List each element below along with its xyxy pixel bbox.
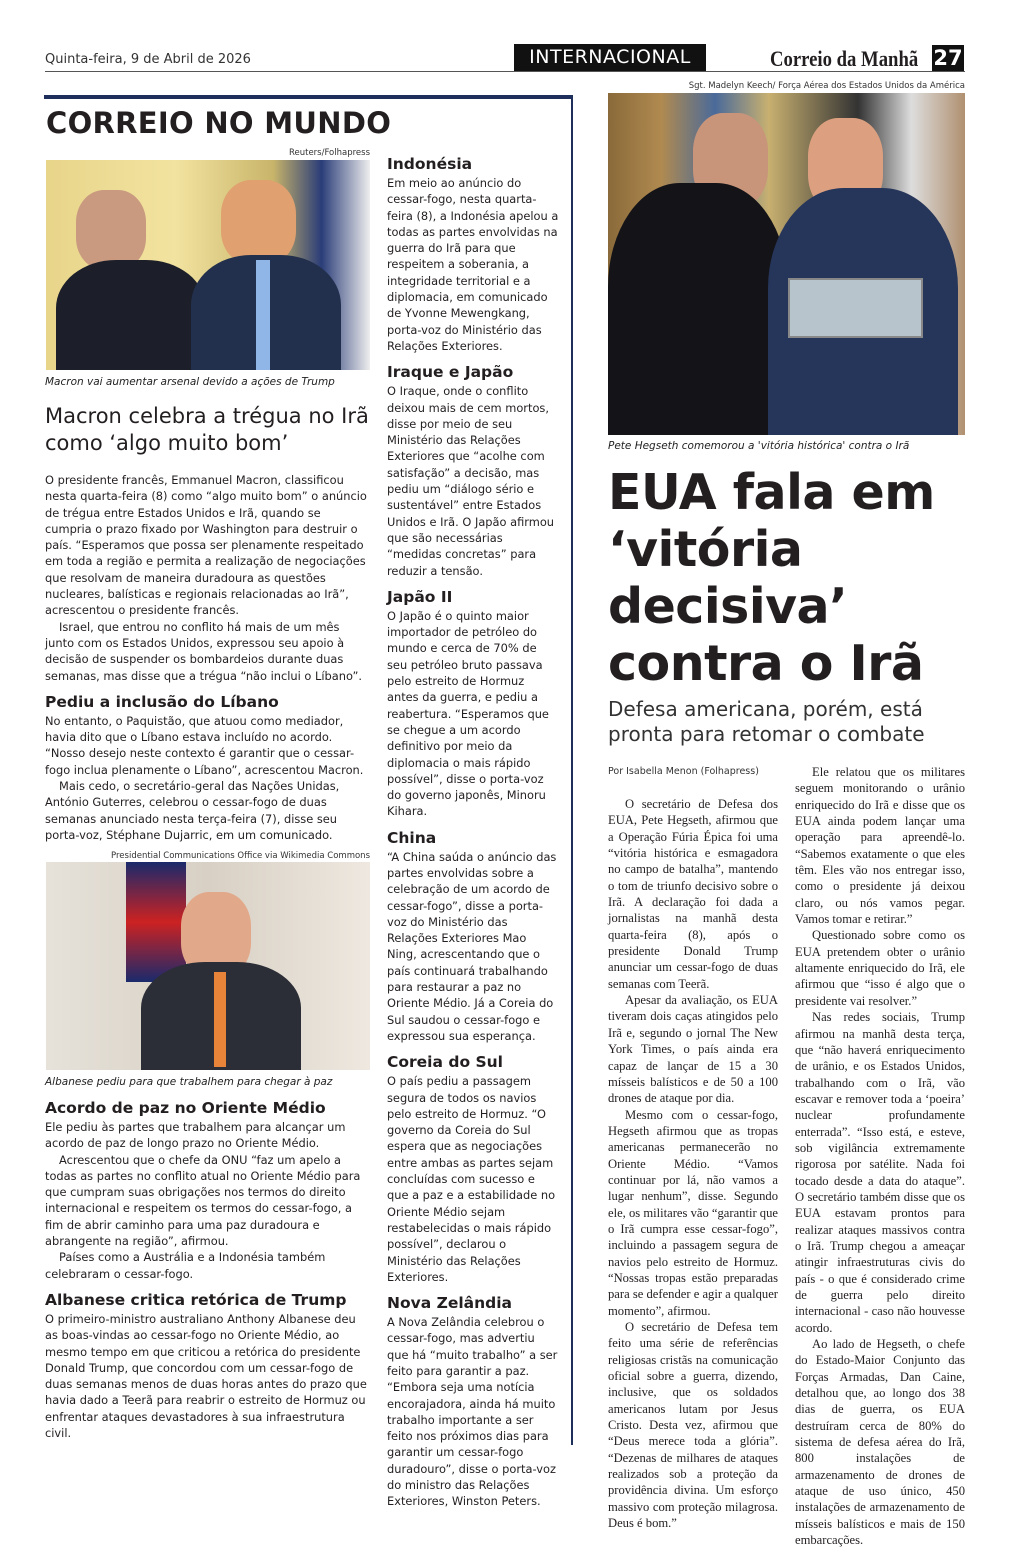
brief-title: Nova Zelândia	[387, 1294, 513, 1313]
paragraph: O presidente francês, Emmanuel Macron, classificou nesta quarta-feira (8) como “algo muito bom” o anúncio de trégua entre Estados Unidos e Irã, quando se cumpria o prazo fixado por Washington para destruir o país. “Esperamos que possa ser plenamente respeitado em toda a região e permita a realização de negociações que resolvam de maneira duradoura as questões nucleares, balísticas e regionais relacionadas ao Irã”, acrescentou o presidente francês.	[45, 473, 367, 618]
paragraph: Israel, que entrou no conflito há mais de um mês junto com os Estados Unidos, expressou seu apoio à decisão de suspender os bombardeios durante duas semanas, mas disse que a trégua “não inclui o Líbano”.	[45, 619, 363, 683]
photo-caption: Albanese pediu para que trabalhem para chegar à paz	[45, 1076, 333, 1088]
main-subtitle: Defesa americana, porém, está pronta para retomar o combate	[608, 697, 925, 746]
paragraph: Nas redes sociais, Trump afirmou na manhã desta terça, que “não haverá enriquecimento de urânio, e os Estados Unidos, trabalhando com o Irã, vão escavar e remover toda a ‘poeira’ nuclear profundamente enterrada”. “Isso está, e esteve, sob vigilância extremamente rigorosa por satélite. Nada foi tocado desde a data do ataque”. O secretário também disse que os EUA estavam prontos para realizar ataques massivos contra o Irã. Trump chegou a ameaçar atingir infraestruturas civis do país - o que é considerado crime de guerra pelo direito internacional - caso não houvesse acordo.	[795, 1010, 965, 1335]
photo-macron-trump	[46, 160, 370, 370]
photo-hegseth	[608, 93, 965, 435]
paragraph: Mais cedo, o secretário-geral das Nações Unidas, António Guterres, celebrou o cessar-fogo de duas semanas anunciado nesta terça-feira (7), disse seu porta-voz, Stéphane Dujarric, em um comunicado.	[45, 779, 340, 842]
paragraph: Ele relatou que os militares seguem monitorando o urânio enriquecido do Irã e disse que os EUA ainda podem lançar uma operação para apreendê-lo. “Sabemos exatamente o que eles têm. Eles vão nos entregar isso, como o presidente já deixou claro, ou nós vamos pegar. Vamos tomar e retirar.”	[795, 765, 965, 927]
main-article-col2	[795, 764, 965, 1549]
paragraph: O secretário de Defesa dos EUA, Pete Hegseth, afirmou que a Operação Fúria Épica foi uma “vitória histórica e esmagadora no campo de batalha”, mantendo o tom de triunfo decisivo sobre o Irã. A declaração foi dada a jornalistas na manhã desta quarta-feira (8), após o presidente Donald Trump anunciar um cessar-fogo de duas semanas com Teerã.	[608, 797, 778, 991]
issue-date: Quinta-feira, 9 de Abril de 2026	[45, 52, 251, 67]
paragraph: Países como a Austrália e a Indonésia também celebraram o cessar-fogo.	[45, 1250, 326, 1281]
photo-credit: Presidential Communications Office via Wikimedia Commons	[111, 851, 370, 862]
world-briefs	[387, 154, 559, 1510]
paragraph: Ao lado de Hegseth, o chefe do Estado-Maior Conjunto das Forças Armadas, Dan Caine, detalhou que, ao longo dos 38 dias de guerra, os EUA destruíram cerca de 80% do sistema de defesa aérea do Irã, 800 instalações de armazenamento de drones de ataque de uso único, 450 instalações de armazenamento de mísseis balísticos e mais de 150 embarcações.	[795, 1337, 965, 1548]
article-title: Macron celebra a trégua no Irã como ‘algo muito bom’	[45, 404, 369, 455]
subheading: Acordo de paz no Oriente Médio	[45, 1099, 326, 1117]
photo-credit: Reuters/Folhapress	[288, 148, 370, 158]
brief-text: O Japão é o quinto maior importador de petróleo do mundo e cerca de 70% de seu petróleo bruto passava pelo estreito de Hormuz antes da guerra, e pediu a reabertura. “Esperamos que se chegue a um acordo definitivo por meio da diplomacia o mais rápido possível”, disse o porta-voz do governo japonês, Minoru Kihara.	[387, 608, 549, 819]
macron-article	[45, 472, 370, 865]
brief-title: Indonésia	[387, 155, 473, 173]
paragraph: Ele pediu às partes que trabalhem para alcançar um acordo de paz de longo prazo no Oriente Médio.	[45, 1120, 346, 1151]
subheading: Pediu a inclusão do Líbano	[45, 692, 279, 711]
newspaper-logo: Correio da Manhã	[770, 46, 919, 71]
photo-caption: Macron vai aumentar arsenal devido a ações de Trump	[45, 376, 335, 388]
photo-caption: Pete Hegseth comemorou a 'vitória histórica' contra o Irã	[608, 440, 910, 452]
brief-title: Coreia do Sul	[387, 1053, 504, 1072]
brief-text: O país pediu a passagem segura de todos os navios pelo estreito de Hormuz. “O governo da Coreia do Sul espera que as negociações entre ambas as partes sejam concluídas com sucesso e que a paz e a estabilidade no Oriente Médio sejam restabelecidas o mais rápido possível”, declarou o Ministério das Relações Exteriores.	[387, 1074, 556, 1284]
brief-text: Em meio ao anúncio do cessar-fogo, nesta quarta-feira (8), a Indonésia apelou a todas as partes envolvidas na guerra do Irã para que respeitem a soberania, a integridade territorial e a diplomacia, em comunicado de Yvonne Mewengkang, porta-voz do Ministério das Relações Exteriores.	[387, 176, 559, 353]
photo-credit: Sgt. Madelyn Keech/ Força Aérea dos Estados Unidos da América	[688, 81, 965, 91]
box-title: CORREIO NO MUNDO	[46, 106, 392, 140]
paragraph: Questionado sobre como os EUA pretendem obter o urânio altamente enriquecido do Irã, ele afirmou que “isso é algo que o presidente vai resolver.”	[795, 928, 965, 1008]
main-article-col1	[608, 796, 778, 1531]
photo-albanese	[46, 862, 370, 1070]
page-number: 27	[933, 46, 963, 70]
brief-text: “A China saúda o anúncio das partes envolvidas sobre a celebração de um acordo de cessar-fogo”, disse a porta-voz do Ministério das Relações Exteriores Mao Ning, acrescentando que o país continuará trabalhando para restaurar a paz no Oriente Médio. Já a Coreia do Sul saudou o cessar-fogo e expressou sua esperança.	[387, 849, 557, 1043]
paragraph: O secretário de Defesa tem feito uma série de referências religiosas cristãs na comunicação oficial sobre a guerra, dizendo, inclusive, que os soldados americanos lutam por Jesus Cristo. Desta vez, afirmou que “Deus merece toda a glória”. “Dezenas de milhares de ataques realizados sob a proteção da providência divina. Um esforço massivo com proteção milagrosa. Deus é bom.”	[608, 1320, 778, 1531]
brief-text: A Nova Zelândia celebrou o cessar-fogo, mas advertiu que há “muito trabalho” a ser feito para garantir a paz. “Embora seja uma notícia encorajadora, ainda há muito trabalho importante a ser feito nos próximos dias para garantir um cessar-fogo duradouro”, disse o porta-voz do ministro das Relações Exteriores, Winston Peters.	[387, 1315, 558, 1509]
brief-title: Iraque e Japão	[387, 363, 514, 382]
subheading: Albanese critica retórica de Trump	[45, 1290, 347, 1309]
paragraph: No entanto, o Paquistão, que atuou como mediador, havia dito que o Líbano estava incluído no acordo. “Nosso desejo neste contexto é garantir que o cessar-fogo inclua plenamente o Líbano”, acrescentou Macron.	[45, 713, 364, 777]
brief-title: Japão II	[387, 587, 453, 606]
byline: Por Isabella Menon (Folhapress)	[608, 766, 759, 777]
brief-title: China	[387, 828, 437, 847]
paragraph: Mesmo com o cessar-fogo, Hegseth afirmou que as tropas americanas permanecerão no Oriente Médio. “Vamos continuar por lá, não vamos a lugar nenhum”, disse. Segundo ele, os militares vão “garantir que o Irã cumpra esse cessar-fogo”, incluindo a passagem segura de navios pelo estreito de Hormuz. “Nossas tropas estão preparadas para se defender e agir a qualquer momento”, afirmou.	[608, 1107, 778, 1318]
section-label: INTERNACIONAL	[514, 44, 706, 71]
header-rule	[45, 71, 965, 72]
albanese-article	[45, 1098, 370, 1441]
brief-text: O Iraque, onde o conflito deixou mais de cem mortos, disse por meio de seu Ministério das Relações Exteriores que “acolhe com satisfação” a decisão, mas pediu um “diálogo sério e sustentável” entre Estados Unidos e Irã. O Japão afirmou que são necessárias “medidas concretas” para reduzir a tensão.	[387, 384, 555, 578]
paragraph: O primeiro-ministro australiano Anthony Albanese deu as boas-vindas ao cessar-fogo no Oriente Médio, ao mesmo tempo em que criticou a retórica do presidente Donald Trump, que concordou com um cessar-fogo de duas semanas menos de duas horas antes do prazo que havia dado a Teerã para reabrir o estreito de Hormuz ou enfrentar ataques devastadores à sua infraestrutura civil.	[45, 1311, 367, 1441]
main-headline: EUA fala em ‘vitória decisiva’ contra o Irã	[608, 464, 935, 692]
paragraph: Apesar da avaliação, os EUA tiveram dois caças atingidos pelo Irã e, segundo o jornal The New York Times, o país ainda era capaz de lançar de 15 a 30 mísseis balísticos e de 50 a 100 drones de ataque por dia.	[608, 993, 778, 1106]
paragraph: Acrescentou que o chefe da ONU “faz um apelo a todas as partes no conflito atual no Oriente Médio para que cumpram suas obrigações nos termos do direito internacional e respeitem os termos do cessar-fogo, a fim de abrir caminho para uma paz duradoura e abrangente na região”, afirmou.	[45, 1152, 361, 1249]
